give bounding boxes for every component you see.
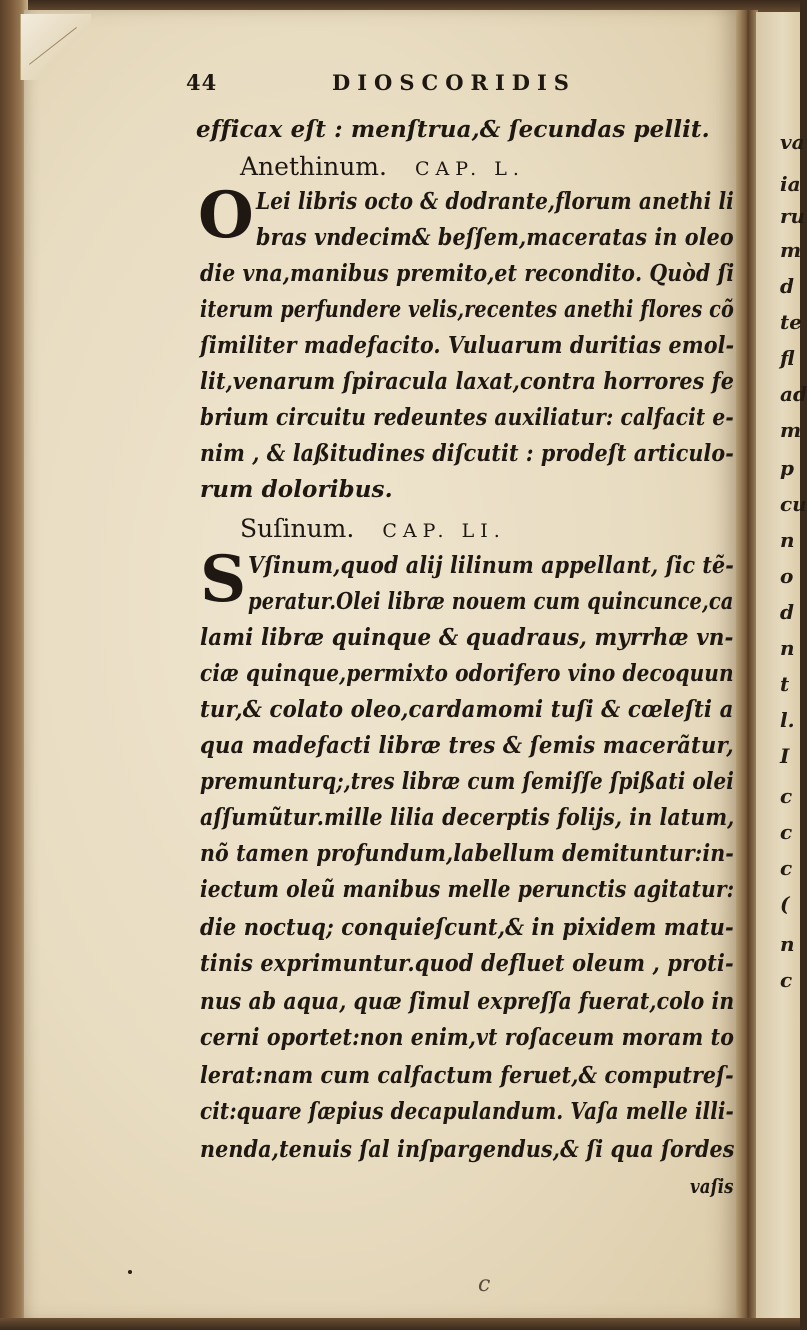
text-line: peratur.Olei libræ nouem cum quincunce,ca <box>248 588 734 615</box>
text-line: ciæ quinque,permixto odorifero vino decoquun <box>200 660 734 687</box>
text-line: efficax eſt : menſtrua,& ſecundas pellit. <box>196 116 710 143</box>
catchword: vaſis <box>690 1174 734 1198</box>
page-number: 44 <box>186 70 218 95</box>
chapter-title: Anethinum. <box>240 152 387 181</box>
facing-page-fragment: fl <box>780 346 795 370</box>
facing-page-fragment: d <box>780 600 794 624</box>
chapter-number: CAP. L. <box>414 158 525 180</box>
text-line: Vſinum,quod alij lilinum appellant, ſic tẽ- <box>248 552 734 579</box>
facing-page-fragment: ( <box>780 892 790 916</box>
text-line: nus ab aqua, quæ ſimul expreſſa fuerat,colo in <box>200 988 735 1015</box>
facing-page-fragment: cu <box>780 492 807 516</box>
chapter-heading <box>240 152 525 181</box>
text-line: ſimiliter madefacito. Vuluarum duritias emol- <box>200 332 735 359</box>
facing-page-fragment: d <box>780 274 794 298</box>
facing-page-fragment: ru <box>780 204 806 228</box>
text-line: tur,& colato oleo,cardamomi tuſi & cœleſti a <box>200 696 734 723</box>
text-line: nõ tamen profundum,labellum demituntur:in- <box>200 840 734 867</box>
facing-page-fragment: p <box>780 456 794 480</box>
facing-page-fragment: o <box>780 564 794 588</box>
chapter-title: Suſinum. <box>240 514 355 543</box>
chapter-number: CAP. LI. <box>382 520 506 542</box>
facing-page-fragment: l. <box>780 708 795 732</box>
ink-speck <box>128 1270 132 1274</box>
facing-page-fragment: va <box>780 130 805 154</box>
text-line: nim , & laßitudines diſcutit : prodeſt articulo- <box>200 440 734 467</box>
text-line: iectum oleũ manibus melle perunctis agitatur: <box>200 876 735 903</box>
text-line: lit,venarum ſpiracula laxat,contra horrores fe <box>200 368 735 395</box>
ink-mark: c <box>478 1272 491 1297</box>
facing-page-fragment: n <box>780 636 795 660</box>
drop-capital: O <box>198 178 254 253</box>
drop-capital: S <box>200 542 247 617</box>
facing-page-fragment: m <box>780 418 802 442</box>
text-line: aſſumũtur.mille lilia decerptis folijs, in latum, <box>200 804 735 831</box>
facing-page-fragment: c <box>780 784 793 808</box>
facing-page-fragment: c <box>780 820 793 844</box>
text-line: rum doloribus. <box>200 476 393 503</box>
facing-page-fragment: I <box>780 744 790 768</box>
text-line: cerni oportet:non enim,vt roſaceum moram to <box>200 1024 734 1051</box>
running-head-title: DIOSCORIDIS <box>332 70 576 95</box>
text-line: lerat:nam cum calfactum feruet,& computreſ- <box>200 1062 734 1089</box>
facing-page-fragment: c <box>780 968 793 992</box>
facing-page-fragment: t <box>780 672 790 696</box>
text-line: tinis exprimuntur.quod defluet oleum , proti- <box>200 950 734 977</box>
text-line: premunturq;,tres libræ cum ſemiſſe ſpißati olei <box>200 768 734 795</box>
text-line: die noctuq; conquieſcunt,& in pixidem matu- <box>200 914 734 941</box>
text-line: cit:quare ſæpius decapulandum. Vaſa melle illi- <box>200 1098 734 1125</box>
facing-page-fragment: ia <box>780 172 801 196</box>
facing-page-fragment: ad <box>780 382 807 406</box>
text-line: Lei libris octo & dodrante,florum anethi li <box>256 188 734 215</box>
facing-page-fragment: n <box>780 528 795 552</box>
facing-page-fragment: n <box>780 932 795 956</box>
text-line: iterum perfundere velis,recentes anethi flores cõ <box>200 296 734 323</box>
facing-page-fragment: te <box>780 310 802 334</box>
text-line: qua madefacti libræ tres & ſemis macerãtur, <box>200 732 734 759</box>
text-line: brium circuitu redeuntes auxiliatur: calfacit e- <box>200 404 734 431</box>
text-line: nenda,tenuis ſal inſpargendus,& ſi qua ſordes <box>200 1136 735 1163</box>
facing-page-fragment: c <box>780 856 793 880</box>
text-line: lami libræ quinque & quadraus, myrrhæ vn- <box>200 624 734 651</box>
text-line: bras vndecim& beſſem,maceratas in oleo <box>256 224 734 251</box>
text-line: die vna,manibus premito,et reconditο. Quòd ſi <box>200 260 735 287</box>
chapter-heading <box>240 514 506 543</box>
facing-page-fragment: m <box>780 238 802 262</box>
